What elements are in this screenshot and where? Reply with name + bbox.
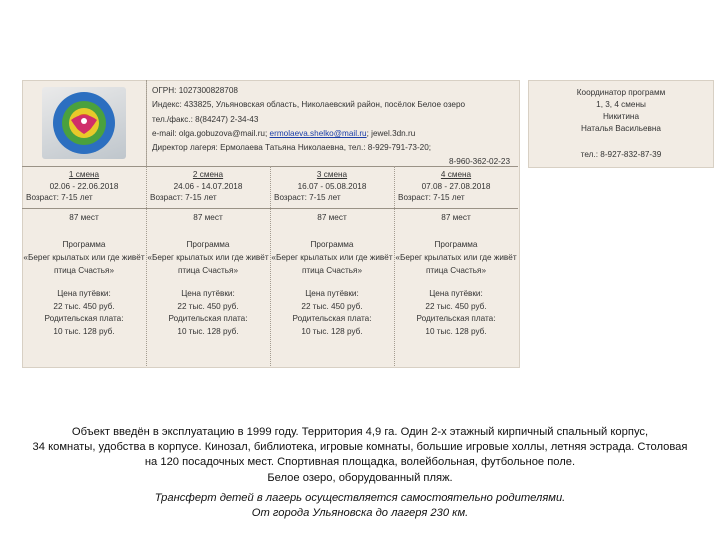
description-line: Объект введён в эксплуатацию в 1999 году. Территория 4,9 га. Один 2-х этажный кирпичный спальный корпус, xyxy=(71,426,649,438)
description-line: на 120 посадочных мест. Спортивная площадка, волейбольная, футбольное поле. xyxy=(144,456,576,469)
shift-dates: 07.08 - 27.08.2018 xyxy=(421,182,491,191)
shift-column xyxy=(22,166,146,336)
shift-age: Возраст: 7-15 лет xyxy=(150,193,217,202)
parent-fee-label: Родительская плата: xyxy=(168,314,248,323)
price-value: 22 тыс. 450 руб. xyxy=(301,301,363,311)
price-value: 22 тыс. 450 руб. xyxy=(425,301,487,311)
coordinator-shifts: 1, 3, 4 смены xyxy=(596,100,646,109)
shift-title: 4 смена xyxy=(440,170,472,179)
price-value: 22 тыс. 450 руб. xyxy=(53,301,115,311)
shift-age: Возраст: 7-15 лет xyxy=(398,193,465,202)
coordinator-surname: Никитина xyxy=(602,112,640,121)
logo-cell xyxy=(22,80,147,166)
description-line: Белое озеро, оборудованный пляж. xyxy=(267,471,453,484)
coordinator-phone: тел.: 8-927-832-87-39 xyxy=(580,150,662,159)
camp-logo xyxy=(42,87,126,159)
shift-price xyxy=(270,288,394,338)
program-name: «Берег крылатых или где живёт птица Счастья» xyxy=(395,253,517,275)
price-value: 22 тыс. 450 руб. xyxy=(177,301,239,311)
email-prefix: e-mail: olga.gobuzova@mail.ru; xyxy=(152,128,270,138)
shift-age: Возраст: 7-15 лет xyxy=(26,193,93,202)
shift-places: 87 мест xyxy=(69,213,99,222)
shift-dates: 24.06 - 14.07.2018 xyxy=(173,182,243,191)
shift-title: 2 смена xyxy=(192,170,224,179)
phone-fax: тел./факс.: 8(84247) 2-34-43 xyxy=(152,114,259,124)
description-line: 34 комнаты, удобства в корпусе. Кинозал, библиотека, игровые комнаты, большие игровые холлы, летняя эстрада. Столовая xyxy=(32,441,688,454)
email-line xyxy=(152,127,514,141)
program-name: «Берег крылатых или где живёт птица Счастья» xyxy=(147,253,269,275)
shift-program xyxy=(146,238,270,277)
shift-column xyxy=(394,166,518,336)
divider-logo xyxy=(146,80,147,166)
parent-fee-value: 10 тыс. 128 руб. xyxy=(425,326,487,336)
transfer-line: От города Ульяновска до лагеря 230 км. xyxy=(251,507,469,520)
ogrn: ОГРН: 1027300828708 xyxy=(152,86,238,95)
price-label: Цена путёвки: xyxy=(429,289,483,298)
shift-age: Возраст: 7-15 лет xyxy=(274,193,341,202)
transfer-line: Трансферт детей в лагерь осуществляется самостоятельно родителями. xyxy=(154,492,566,504)
coordinator-name: Наталья Васильевна xyxy=(581,124,661,133)
transfer-note xyxy=(0,491,720,522)
shift-places: 87 мест xyxy=(193,213,223,222)
shift-program xyxy=(270,238,394,277)
shift-price xyxy=(146,288,270,338)
parent-fee-value: 10 тыс. 128 руб. xyxy=(53,326,115,336)
program-label: Программа xyxy=(310,240,354,249)
parent-fee-label: Родительская плата: xyxy=(292,314,372,323)
parent-fee-value: 10 тыс. 128 руб. xyxy=(177,326,239,336)
shift-dates: 16.07 - 05.08.2018 xyxy=(297,182,367,191)
shift-title: 1 смена xyxy=(68,170,100,179)
email-link[interactable]: ermolaeva.shelko@mail.ru xyxy=(269,128,367,138)
program-label: Программа xyxy=(62,240,106,249)
shift-places: 87 мест xyxy=(441,213,471,222)
director-phone2: 8-960-362-02-23 xyxy=(449,157,510,167)
program-name: «Берег крылатых или где живёт птица Счастья» xyxy=(271,253,393,275)
shift-title: 3 смена xyxy=(316,170,348,179)
parent-fee-label: Родительская плата: xyxy=(44,314,124,323)
price-label: Цена путёвки: xyxy=(305,289,359,298)
program-label: Программа xyxy=(186,240,230,249)
coordinator-title: Координатор программ xyxy=(576,88,666,97)
email-suffix: ; jewel.3dn.ru xyxy=(366,128,416,138)
shift-places: 87 мест xyxy=(317,213,347,222)
address: Индекс: 433825, Ульяновская область, Николаевский район, посёлок Белое озеро xyxy=(152,100,466,110)
camp-contact-info xyxy=(152,84,514,170)
shift-column xyxy=(146,166,270,336)
shift-price xyxy=(394,288,518,338)
price-label: Цена путёвки: xyxy=(57,289,111,298)
shift-program xyxy=(394,238,518,277)
shift-column xyxy=(270,166,394,336)
coordinator-box xyxy=(528,80,714,168)
director: Директор лагеря: Ермолаева Татьяна Николаевна, тел.: 8-929-791-73-20; xyxy=(152,143,432,153)
camp-description xyxy=(0,425,720,486)
camp-emblem-globe-icon xyxy=(51,90,117,156)
program-name: «Берег крылатых или где живёт птица Счастья» xyxy=(23,253,145,275)
parent-fee-label: Родительская плата: xyxy=(416,314,496,323)
parent-fee-value: 10 тыс. 128 руб. xyxy=(301,326,363,336)
shift-price xyxy=(22,288,146,338)
price-label: Цена путёвки: xyxy=(181,289,235,298)
shift-program xyxy=(22,238,146,277)
program-label: Программа xyxy=(434,240,478,249)
shift-dates: 02.06 - 22.06.2018 xyxy=(49,182,119,191)
